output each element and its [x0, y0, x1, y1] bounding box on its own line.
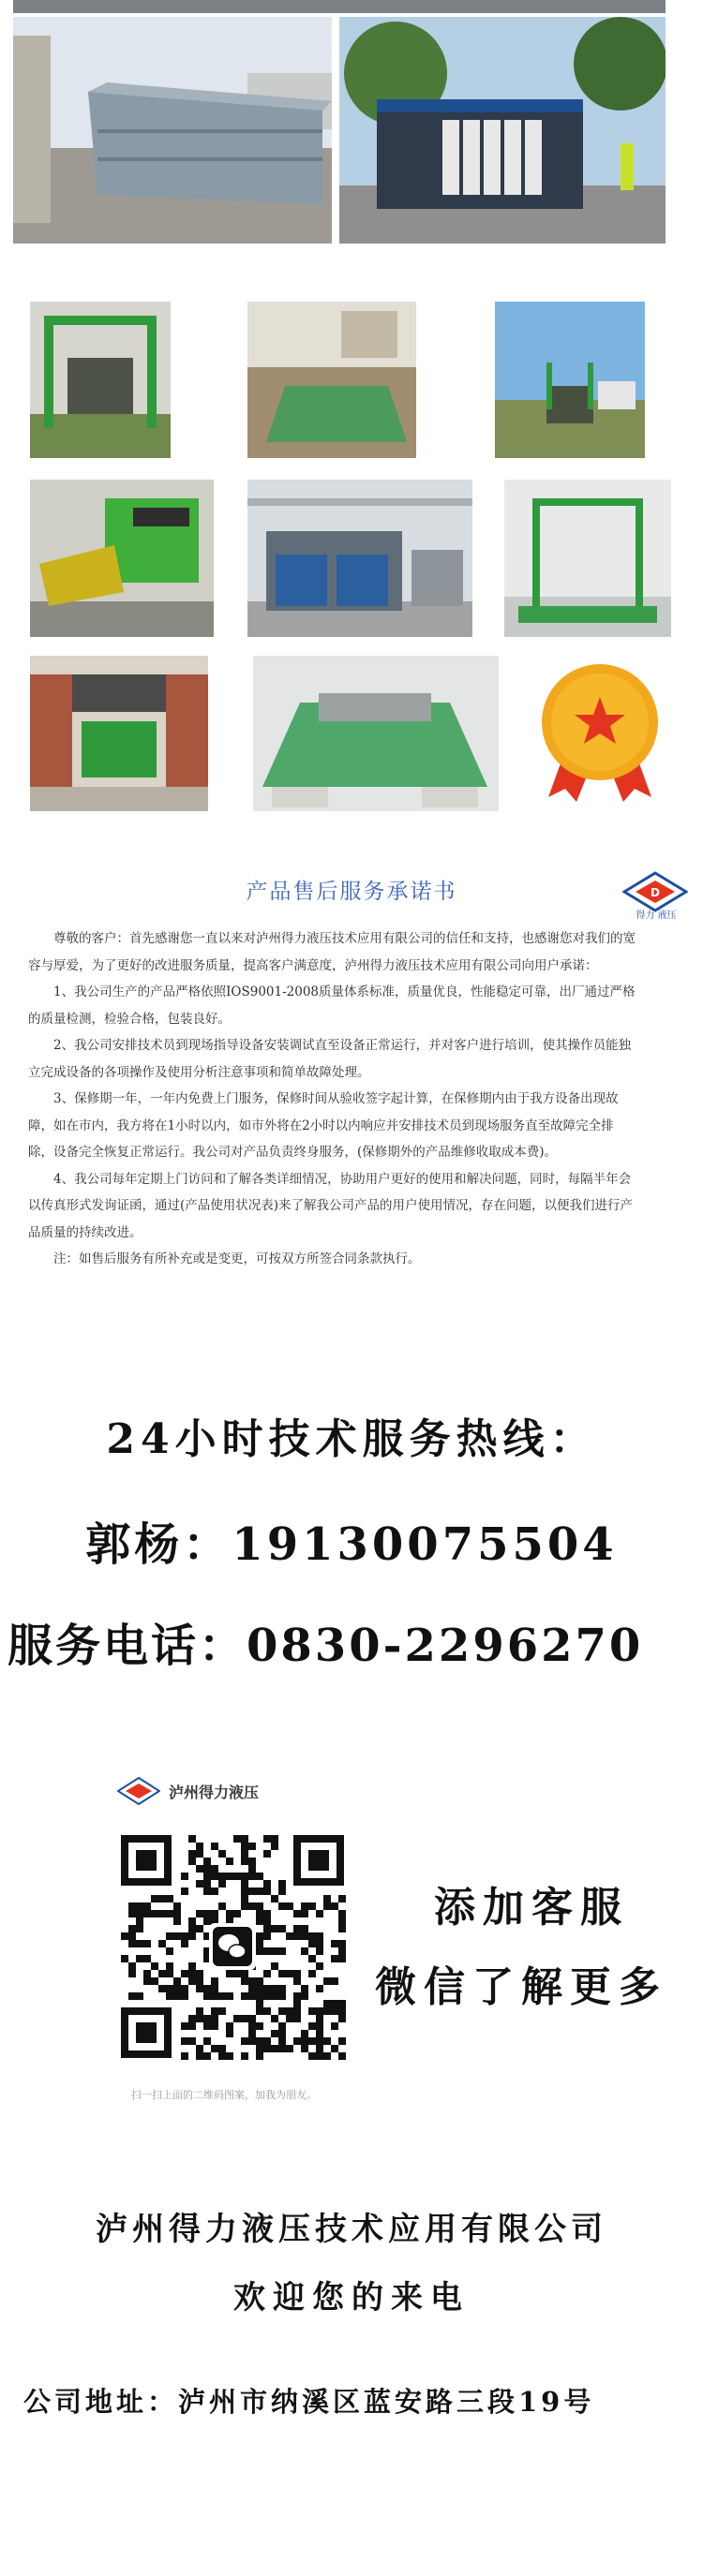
- smart-kiosk-photo: [339, 17, 666, 244]
- service-title: 产品售后服务承诺书: [246, 880, 457, 904]
- green-pit-indoor-photo: [253, 656, 499, 811]
- qr-caption: 扫一扫上面的二维码图案，加我为朋友。: [131, 2089, 317, 2101]
- brick-bay-photo: [30, 656, 208, 811]
- hotline-contact: 郭杨：19130075504: [85, 1518, 618, 1571]
- company-name: 泸州得力液压技术应用有限公司: [96, 2211, 607, 2248]
- green-frame-photo-2: [504, 480, 671, 637]
- wechat-line-1: 添加客服: [434, 1884, 629, 1932]
- service-paragraph: 2、我公司安排技术员到现场指导设备安装调试直至设备正常运行，并对客户进行培训，使其操作员能独立完成设备的各项操作及使用分析注意事项和简单故障处理。: [28, 1038, 632, 1080]
- dumpster-station-photo: [495, 302, 645, 458]
- green-pit-photo: [247, 302, 416, 458]
- hotline-title: 24小时技术服务热线：: [106, 1415, 597, 1463]
- company-address: 公司地址：泸州市纳溪区蓝安路三段19号: [23, 2386, 595, 2418]
- service-paragraph: 尊敬的客户：首先感谢您一直以来对泸州得力液压技术应用有限公司的信任和支持，也感谢您对我们的宽容与厚爱，为了更好的改进服务质量，提高客户满意度，泸州得力液压技术应用有限公司向用户承诺：: [28, 931, 636, 973]
- service-paragraph: 1、我公司生产的产品严格依照IOS9001-2008质量体系标准，质量优良，性能稳定可靠，出厂通过严格的质量检测，检验合格，包装良好。: [28, 985, 636, 1027]
- wechat-line-2: 微信了解更多: [375, 1963, 667, 2011]
- service-paragraph: 4、我公司每年定期上门访问和了解各类详细情况，协助用户更好的使用和解决问题，同时，每隔半年会以传真形式发询证函，通过(产品使用状况表)来了解我公司产品的用户使用情况，存在问题，以便我们进行产品质量的持续改进。: [28, 1171, 634, 1240]
- logo-caption: 得力 液压: [636, 910, 677, 921]
- service-paragraph: 3、保修期一年，一年内免费上门服务，保修时间从验收签字起计算，在保修期内由于我方设备出现故障，如在市内，我方将在1小时以内，如市外将在2小时以内响应并安排技术员到现场服务直至故障完全排除，设备完全恢复正常运行。我公司对产品负责终身服务，(保修期外的产品维修收取成本费)。: [28, 1091, 619, 1160]
- wechat-qr-code[interactable]: [117, 1831, 348, 2062]
- service-note: 注：如售后服务有所补充或是变更，可按双方所签合同条款执行。: [53, 1251, 421, 1266]
- qr-brand-name: 泸州得力液压: [169, 1784, 260, 1801]
- welcome-text: 欢迎您的来电: [233, 2279, 470, 2317]
- delly-logo-small-icon: [117, 1777, 160, 1805]
- green-frame-photo-1: [30, 302, 171, 458]
- container-compactor-photo: [13, 17, 332, 244]
- wechat-icon: [213, 1927, 252, 1966]
- compactor-machine-photo: [30, 480, 214, 637]
- medal-star-icon: [539, 661, 661, 802]
- service-body: [28, 925, 637, 1273]
- svg-text:D: D: [651, 886, 660, 899]
- top-strip-photo: [13, 0, 666, 13]
- hotline-phone: 服务电话：0830-2296270: [7, 1620, 644, 1672]
- dual-bay-station-photo: [247, 480, 472, 637]
